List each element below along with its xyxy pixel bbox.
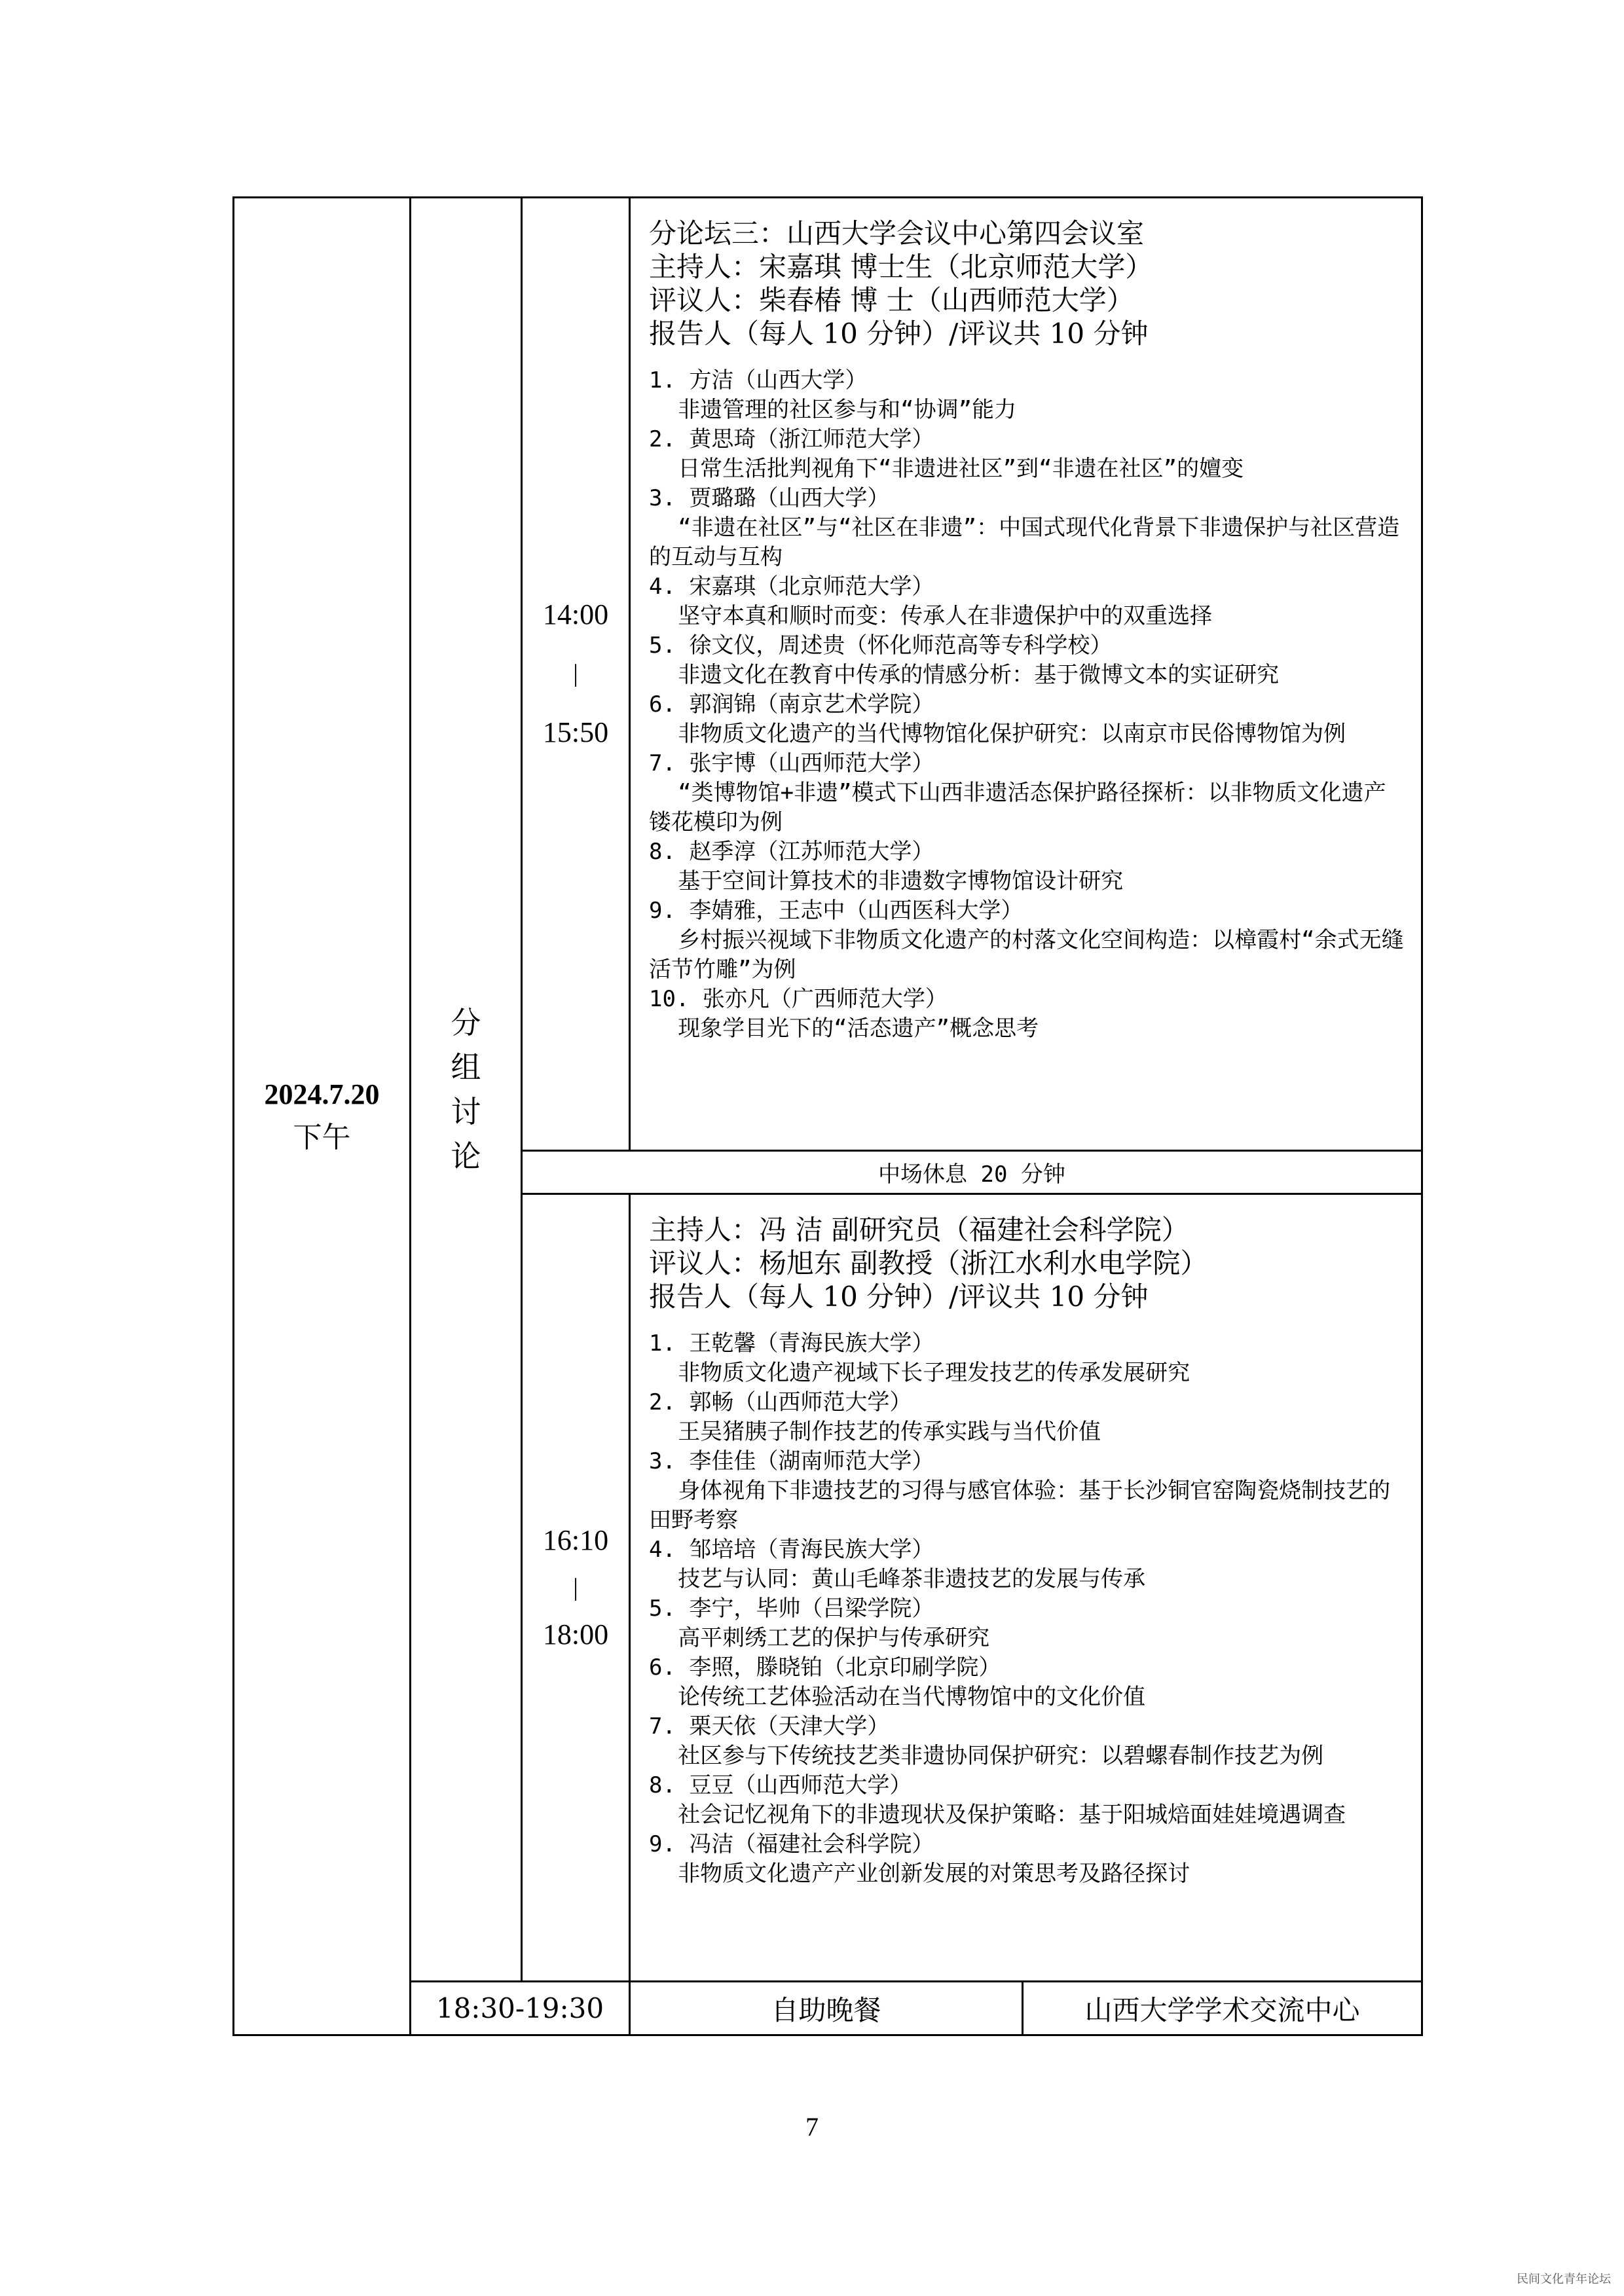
speaker-name: 9. 冯洁（福建社会科学院） <box>649 1831 934 1857</box>
speaker-topic: 非遗文化在教育中传承的情感分析：基于微博文本的实证研究 <box>678 662 1280 688</box>
speaker-item <box>649 1388 1404 1447</box>
speaker-topic: 身体视角下非遗技艺的习得与感官体验：基于长沙铜官窑陶瓷烧制技艺的田野考察 <box>649 1477 1391 1533</box>
speaker-topic: 非物质文化遗产的当代博物馆化保护研究：以南京市民俗博物馆为例 <box>678 721 1346 747</box>
watermark: 民间文化青年论坛 <box>1517 2272 1611 2286</box>
speaker-name: 5. 徐文仪，周述贵（怀化师范高等专科学校） <box>649 632 1113 659</box>
dinner-location: 山西大学学术交流中心 <box>1023 1982 1422 2035</box>
time-separator: | <box>573 660 578 688</box>
speaker-item <box>649 425 1404 484</box>
speaker-item <box>649 1447 1404 1535</box>
dinner-time: 18:30-19:30 <box>411 1982 630 2035</box>
session2-start-time: 16:10 <box>542 1523 609 1556</box>
speaker-item <box>649 484 1404 572</box>
speaker-name: 1. 王乾馨（青海民族大学） <box>649 1330 934 1357</box>
speaker-topic: 技艺与认同：黄山毛峰茶非遗技艺的发展与传承 <box>678 1565 1146 1592</box>
session1-commentator: 评议人：柴春椿 博 士（山西师范大学） <box>649 284 1134 316</box>
speaker-name: 2. 郭畅（山西师范大学） <box>649 1389 912 1415</box>
session2-host: 主持人：冯 洁 副研究员（福建社会科学院） <box>649 1213 1189 1246</box>
speaker-name: 4. 宋嘉琪（北京师范大学） <box>649 574 934 600</box>
group-label-char: 论 <box>451 1139 481 1175</box>
speaker-item <box>649 1535 1404 1594</box>
dinner-row <box>234 1982 1422 2035</box>
speaker-name: 8. 赵季淳（江苏师范大学） <box>649 839 934 865</box>
speaker-name: 7. 张宇博（山西师范大学） <box>649 750 934 776</box>
session1-time-cell <box>522 198 630 1151</box>
group-label-cell <box>411 198 522 1982</box>
session1-report-rule: 报告人（每人 10 分钟）/评议共 10 分钟 <box>649 318 1149 350</box>
session2-commentator: 评议人：杨旭东 副教授（浙江水利水电学院） <box>649 1247 1208 1279</box>
time-separator: | <box>573 1573 578 1601</box>
speaker-topic: 社会记忆视角下的非遗现状及保护策略：基于阳城焙面娃娃境遇调查 <box>678 1801 1346 1828</box>
dinner-event: 自助晚餐 <box>630 1982 1023 2035</box>
date-cell <box>234 198 411 2035</box>
speaker-item <box>649 572 1404 631</box>
speaker-topic: 论传统工艺体验活动在当代博物馆中的文化价值 <box>678 1683 1146 1710</box>
session1-start-time: 14:00 <box>542 598 609 631</box>
speaker-topic: 王吴猪胰子制作技艺的传承实践与当代价值 <box>678 1418 1101 1445</box>
period-text: 下午 <box>293 1121 351 1154</box>
session1-detail <box>630 198 1422 1151</box>
speaker-topic: 高平刺绣工艺的保护与传承研究 <box>678 1624 990 1651</box>
session2-end-time: 18:00 <box>542 1618 609 1650</box>
speaker-name: 2. 黄思琦（浙江师范大学） <box>649 426 934 452</box>
page-number: 7 <box>805 2112 819 2141</box>
speaker-topic: “类博物馆+非遗”模式下山西非遗活态保护路径探析：以非物质文化遗产镂花模印为例 <box>649 780 1386 835</box>
speaker-topic: 非物质文化遗产产业创新发展的对策思考及路径探讨 <box>678 1860 1190 1887</box>
speaker-item <box>649 1594 1404 1653</box>
speaker-topic: 坚守本真和顺时而变：传承人在非遗保护中的双重选择 <box>678 603 1213 629</box>
speaker-name: 3. 李佳佳（湖南师范大学） <box>649 1448 934 1474</box>
speaker-item <box>649 1653 1404 1712</box>
speaker-item <box>649 690 1404 749</box>
speaker-topic: 社区参与下传统技艺类非遗协同保护研究：以碧螺春制作技艺为例 <box>678 1742 1324 1769</box>
speaker-item <box>649 985 1404 1044</box>
speaker-item <box>649 1712 1404 1771</box>
speaker-name: 1. 方洁（山西大学） <box>649 367 868 393</box>
speaker-item <box>649 1771 1404 1830</box>
group-label-char: 分 <box>451 1005 481 1041</box>
session2-speaker-list <box>649 1329 1404 1889</box>
speaker-name: 7. 栗天依（天津大学） <box>649 1713 890 1740</box>
speaker-topic: “非遗在社区”与“社区在非遗”：中国式现代化背景下非遗保护与社区营造的互动与互构 <box>649 515 1400 570</box>
speaker-topic: 现象学目光下的“活态遗产”概念思考 <box>678 1015 1039 1042</box>
session1-host: 主持人：宋嘉琪 博士生（北京师范大学） <box>649 251 1153 283</box>
group-label-char: 讨 <box>451 1094 481 1130</box>
session2-time-cell <box>522 1194 630 1982</box>
session2-report-rule: 报告人（每人 10 分钟）/评议共 10 分钟 <box>649 1280 1149 1313</box>
session2-detail <box>630 1194 1422 1982</box>
speaker-item <box>649 1329 1404 1388</box>
speaker-name: 5. 李宁，毕帅（吕梁学院） <box>649 1595 934 1622</box>
speaker-item <box>649 631 1404 690</box>
session1-speaker-list <box>649 366 1404 1044</box>
session1-end-time: 15:50 <box>542 716 609 749</box>
speaker-topic: 乡村振兴视域下非物质文化遗产的村落文化空间构造：以樟霞村“余式无缝活节竹雕”为例 <box>649 927 1404 983</box>
speaker-item <box>649 366 1404 425</box>
session1-venue: 分论坛三：山西大学会议中心第四会议室 <box>649 217 1145 249</box>
speaker-name: 6. 郭润锦（南京艺术学院） <box>649 691 934 718</box>
speaker-name: 10. 张亦凡（广西师范大学） <box>649 986 948 1012</box>
speaker-name: 4. 邹培培（青海民族大学） <box>649 1536 934 1563</box>
speaker-name: 6. 李照，滕晓铂（北京印刷学院） <box>649 1654 1001 1681</box>
speaker-item <box>649 1830 1404 1889</box>
speaker-name: 9. 李婧雅，王志中（山西医科大学） <box>649 898 1024 924</box>
break-cell: 中场休息 20 分钟 <box>522 1150 1422 1194</box>
speaker-topic: 基于空间计算技术的非遗数字博物馆设计研究 <box>678 868 1124 894</box>
speaker-topic: 非物质文化遗产视域下长子理发技艺的传承发展研究 <box>678 1359 1190 1386</box>
schedule-table <box>232 196 1423 2036</box>
session1-row <box>234 198 1422 1151</box>
speaker-name: 8. 豆豆（山西师范大学） <box>649 1772 912 1798</box>
speaker-item <box>649 896 1404 985</box>
speaker-topic: 非遗管理的社区参与和“协调”能力 <box>678 397 1017 423</box>
speaker-item <box>649 837 1404 896</box>
date-text: 2024.7.20 <box>264 1078 380 1110</box>
speaker-topic: 日常生活批判视角下“非遗进社区”到“非遗在社区”的嬗变 <box>678 456 1244 482</box>
speaker-name: 3. 贾璐璐（山西大学） <box>649 485 890 511</box>
speaker-item <box>649 749 1404 837</box>
group-label-char: 组 <box>451 1049 481 1085</box>
